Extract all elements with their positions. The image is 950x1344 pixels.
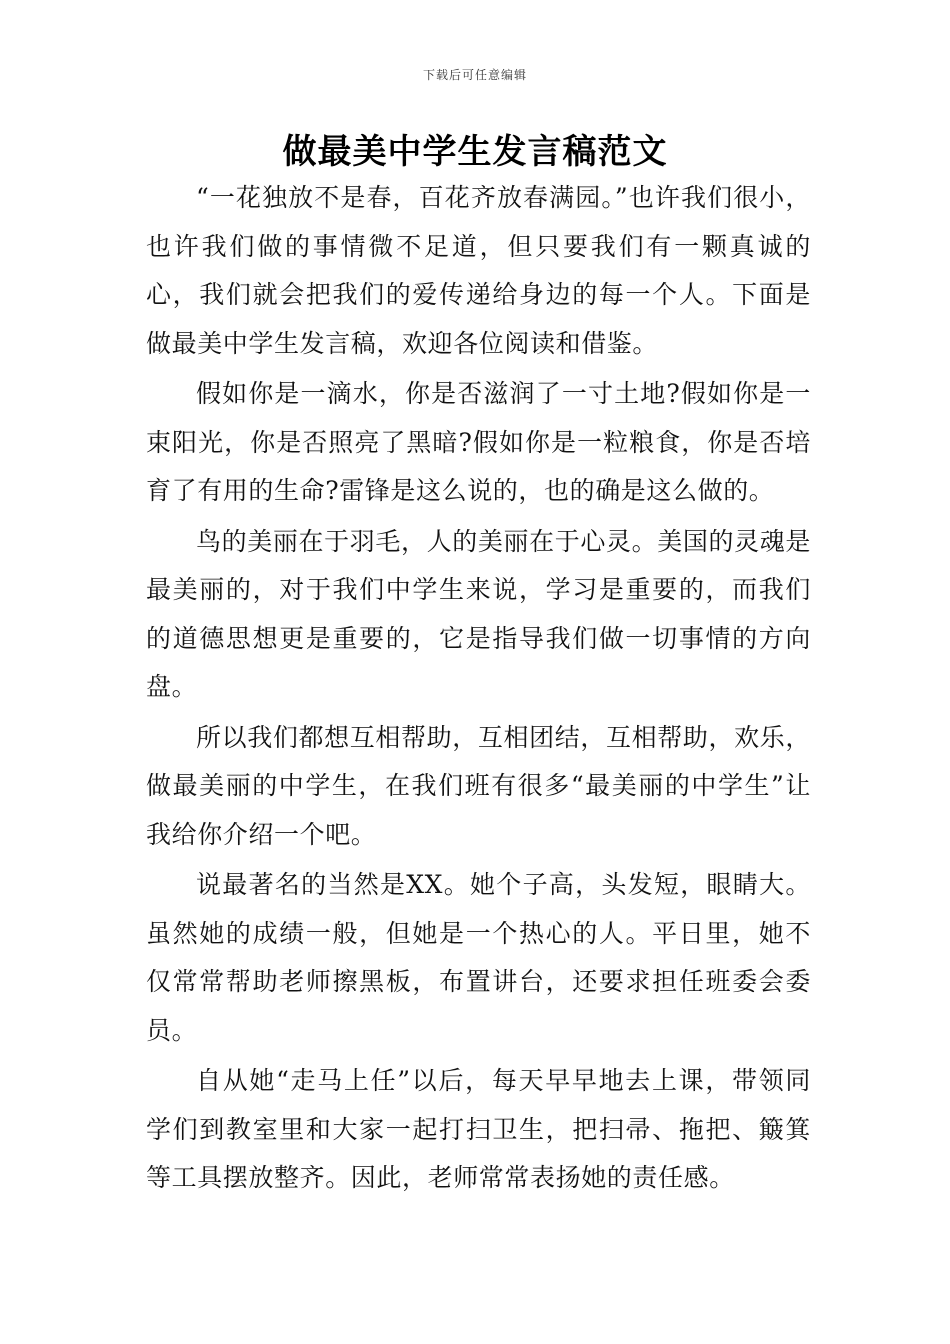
paragraph-6: 自从她“走马上任”以后，每天早早地去上课，带领同学们到教室里和大家一起打扫卫生，把扫帚、拖把、簸箕等工具摆放整齐。因此，老师常常表扬她的责任感。 [146, 1066, 811, 1192]
document-title: 做最美中学生发言稿范文 [282, 132, 668, 172]
paragraph-4: 所以我们都想互相帮助，互相团结，互相帮助，欢乐，做最美丽的中学生，在我们班有很多“最美丽的中学生”让我给你介绍一个吧。 [146, 722, 811, 849]
paragraph-1: “一花独放不是春，百花齐放春满园。”也许我们很小，也许我们做的事情微不足道，但只要我们有一颗真诚的心，我们就会把我们的爱传递给身边的每一个人。下面是做最美中学生发言稿，欢迎各位阅读和借鉴。 [146, 183, 811, 358]
paragraph-2: 假如你是一滴水，你是否滋润了一寸土地?假如你是一束阳光，你是否照亮了黑暗?假如你是一粒粮食，你是否培育了有用的生命?雷锋是这么说的，也的确是这么做的。 [146, 379, 811, 505]
paragraph-3: 鸟的美丽在于羽毛，人的美丽在于心灵。美国的灵魂是最美丽的，对于我们中学生来说，学习是重要的，而我们的道德思想更是重要的，它是指导我们做一切事情的方向盘。 [146, 526, 811, 701]
header-note: 下载后可任意编辑 [422, 68, 527, 82]
paragraph-5: 说最著名的当然是XX。她个子高，头发短，眼睛大。虽然她的成绩一般，但她是一个热心的人。平日里，她不仅常常帮助老师擦黑板，布置讲台，还要求担任班委会委员。 [146, 870, 811, 1045]
document-body [146, 174, 811, 1205]
